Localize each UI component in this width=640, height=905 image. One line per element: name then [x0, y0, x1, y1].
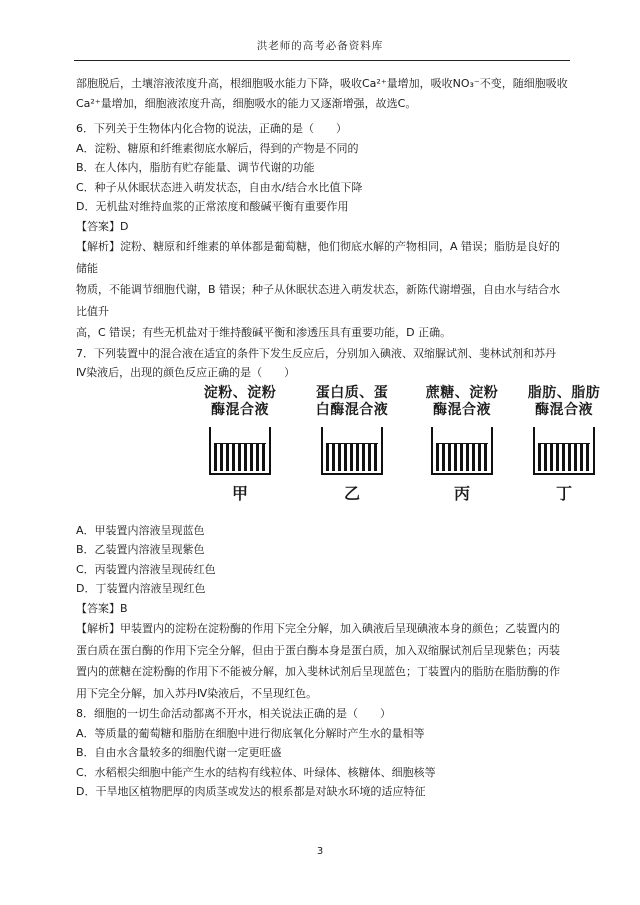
intro-line: 部胞脱后，土壤溶液浓度升高，根细胞吸水能力下降，吸收Ca²⁺量增加，吸收NO₃⁻不变，随细胞吸收: [76, 77, 568, 90]
page-number: 3: [316, 846, 324, 857]
header-divider: [74, 60, 570, 61]
beaker-label: 酶混合液: [433, 401, 491, 418]
question-7-option-b: B．乙装置内溶液呈现紫色: [76, 543, 205, 556]
question-6-option-b: B．在人体内，脂肪有贮存能量、调节代谢的功能: [76, 161, 315, 174]
beaker-icon: [321, 427, 383, 475]
question-6-option-d: D．无机盐对维持血浆的正常浓度和酸碱平衡有重要作用: [76, 200, 349, 213]
question-8-option-a: A．等质量的葡萄糖和脂肪在细胞中进行彻底氧化分解时产生水的量相等: [76, 726, 425, 740]
question-7-analysis-line: 置内的蔗糖在淀粉酶的作用下不能被分解，加入斐林试剂后呈现蓝色；丁装置内的脂肪在脂肪酶的作: [76, 665, 560, 678]
beaker-name: 乙: [343, 483, 360, 503]
beaker-figure: [76, 384, 601, 517]
question-7-analysis-line: 蛋白质在蛋白酶的作用下完全分解，但由于蛋白酶本身是蛋白质，加入双缩脲试剂后呈现紫色；丙装: [76, 643, 560, 657]
beaker-label: 蔗糖、淀粉: [425, 384, 499, 401]
question-7-answer: 【答案】B: [76, 601, 128, 615]
beaker-name: 甲: [231, 483, 248, 503]
beaker-name: 丁: [555, 483, 572, 503]
question-6-option-c: C．种子从休眠状态进入萌发状态，自由水/结合水比值下降: [76, 180, 363, 194]
question-8-option-c: C．水稻根尖细胞中能产生水的结构有线粒体、叶绿体、核糖体、细胞核等: [76, 765, 436, 779]
beaker-jia: [188, 385, 292, 504]
question-6-option-a: A．淀粉、糖原和纤维素彻底水解后，得到的产物是不同的: [76, 141, 359, 155]
beaker-icon: [209, 427, 271, 475]
beaker-label: 淀粉、淀粉: [203, 384, 277, 401]
question-7-stem: Ⅳ染液后，出现的颜色反应正确的是（ ）: [76, 366, 296, 379]
beaker-label: 白酶混合液: [315, 401, 389, 418]
question-6-answer: 【答案】D: [76, 219, 129, 233]
question-7-option-c: C．丙装置内溶液呈现砖红色: [76, 562, 216, 576]
beaker-label: 酶混合液: [535, 401, 593, 418]
intro-line: Ca²⁺量增加，细胞液浓度升高，细胞吸水的能力又逐渐增强，故选C。: [76, 96, 417, 110]
question-7-option-a: A．甲装置内溶液呈现蓝色: [76, 523, 205, 537]
beaker-label: 脂肪、脂肪: [527, 384, 601, 401]
document-body: [76, 74, 601, 802]
question-7-analysis-line: 【解析】甲装置内的淀粉在淀粉酶的作用下完全分解，加入碘液后呈现碘液本身的颜色；乙装置内的: [76, 622, 560, 635]
question-6-stem: 6．下列关于生物体内化合物的说法，正确的是（ ）: [76, 122, 347, 135]
question-6-analysis-line: 高，C 错误；有些无机盐对于维持酸碱平衡和渗透压具有重要功能，D 正确。: [76, 326, 452, 339]
beaker-label: 蛋白质、蛋: [315, 384, 389, 401]
page-header-title: 洪老师的高考必备资料库: [256, 40, 384, 52]
beaker-icon: [431, 427, 493, 475]
question-6-analysis-line: 物质，不能调节细胞代谢，B 错误；种子从休眠状态进入萌发状态，新陈代谢增强，自由水与结合水比值升: [76, 283, 561, 318]
beaker-yi: [300, 385, 404, 504]
question-7-option-d: D．丁装置内溶液呈现红色: [76, 582, 206, 595]
beaker-ding: [512, 385, 616, 504]
question-8-stem: 8．细胞的一切生命活动都离不开水，相关说法正确的是（ ）: [76, 707, 391, 720]
question-8-option-b: B．自由水含量较多的细胞代谢一定更旺盛: [76, 746, 282, 759]
question-7-stem: 7．下列装置中的混合液在适宜的条件下发生反应后，分别加入碘液、双缩脲试剂、斐林试剂和苏丹: [76, 346, 556, 360]
beaker-icon: [533, 427, 595, 475]
beaker-name: 丙: [453, 483, 470, 503]
question-6-analysis-line: 【解析】淀粉、糖原和纤维素的单体都是葡萄糖，他们彻底水解的产物相同，A 错误；脂肪是良好的储能: [76, 240, 561, 275]
beaker-bing: [410, 385, 514, 504]
beaker-label: 酶混合液: [211, 401, 269, 418]
question-8-option-d: D．干旱地区植物肥厚的肉质茎或发达的根系都是对缺水环境的适应特征: [76, 785, 426, 798]
question-7-analysis-line: 用下完全分解，加入苏丹Ⅳ染液后，不呈现红色。: [76, 686, 318, 700]
